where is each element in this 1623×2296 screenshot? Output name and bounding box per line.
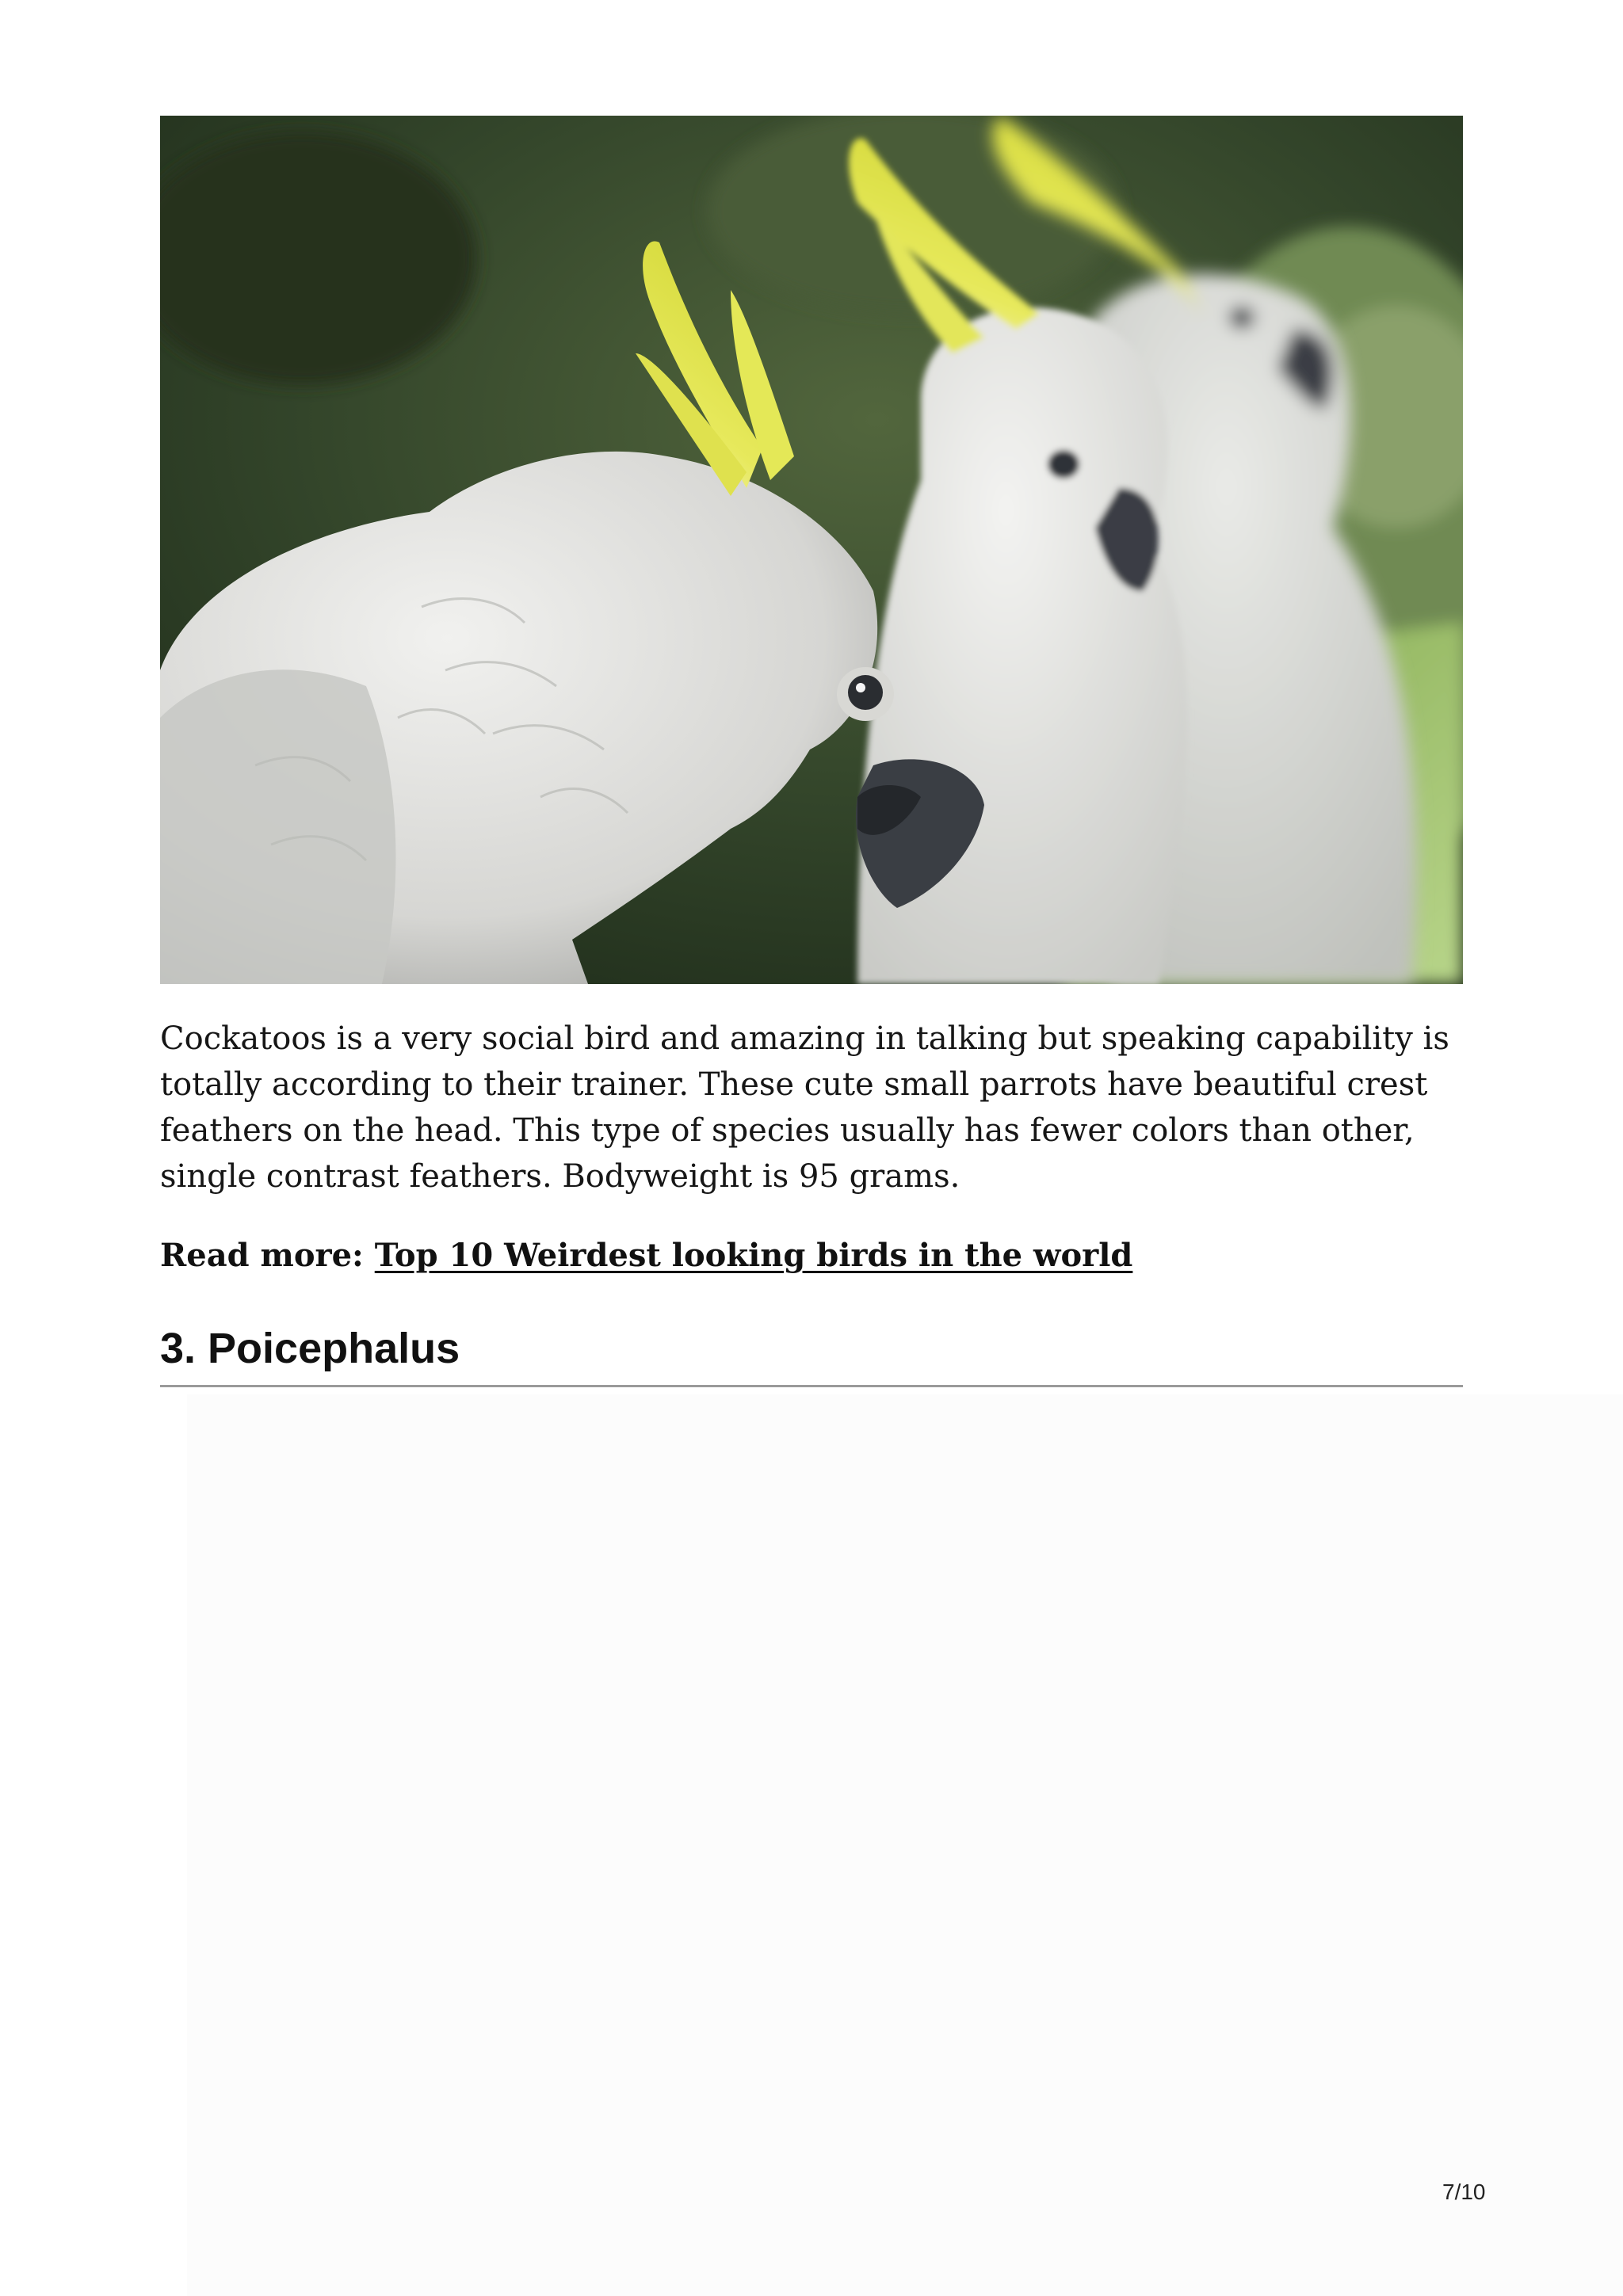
read-more-label: Read more: [160, 1237, 364, 1274]
cockatoo-photo [160, 116, 1463, 984]
section-heading: 3. Poicephalus [160, 1323, 1463, 1387]
page-number: 7/10 [1442, 2180, 1486, 2204]
read-more-line [160, 1233, 1132, 1279]
page-background-tint [187, 1394, 1623, 2296]
article-paragraph: Cockatoos is a very social bird and amazing in talking but speaking capability is totally according to their trainer. These cute small parrots have beautiful crest feathers on the head. This type of species usually has fewer colors than other, single contrast feathers. Bodyweight is 95 grams. [160, 1020, 1449, 1195]
read-more-link[interactable]: Top 10 Weirdest looking birds in the world [374, 1237, 1133, 1274]
